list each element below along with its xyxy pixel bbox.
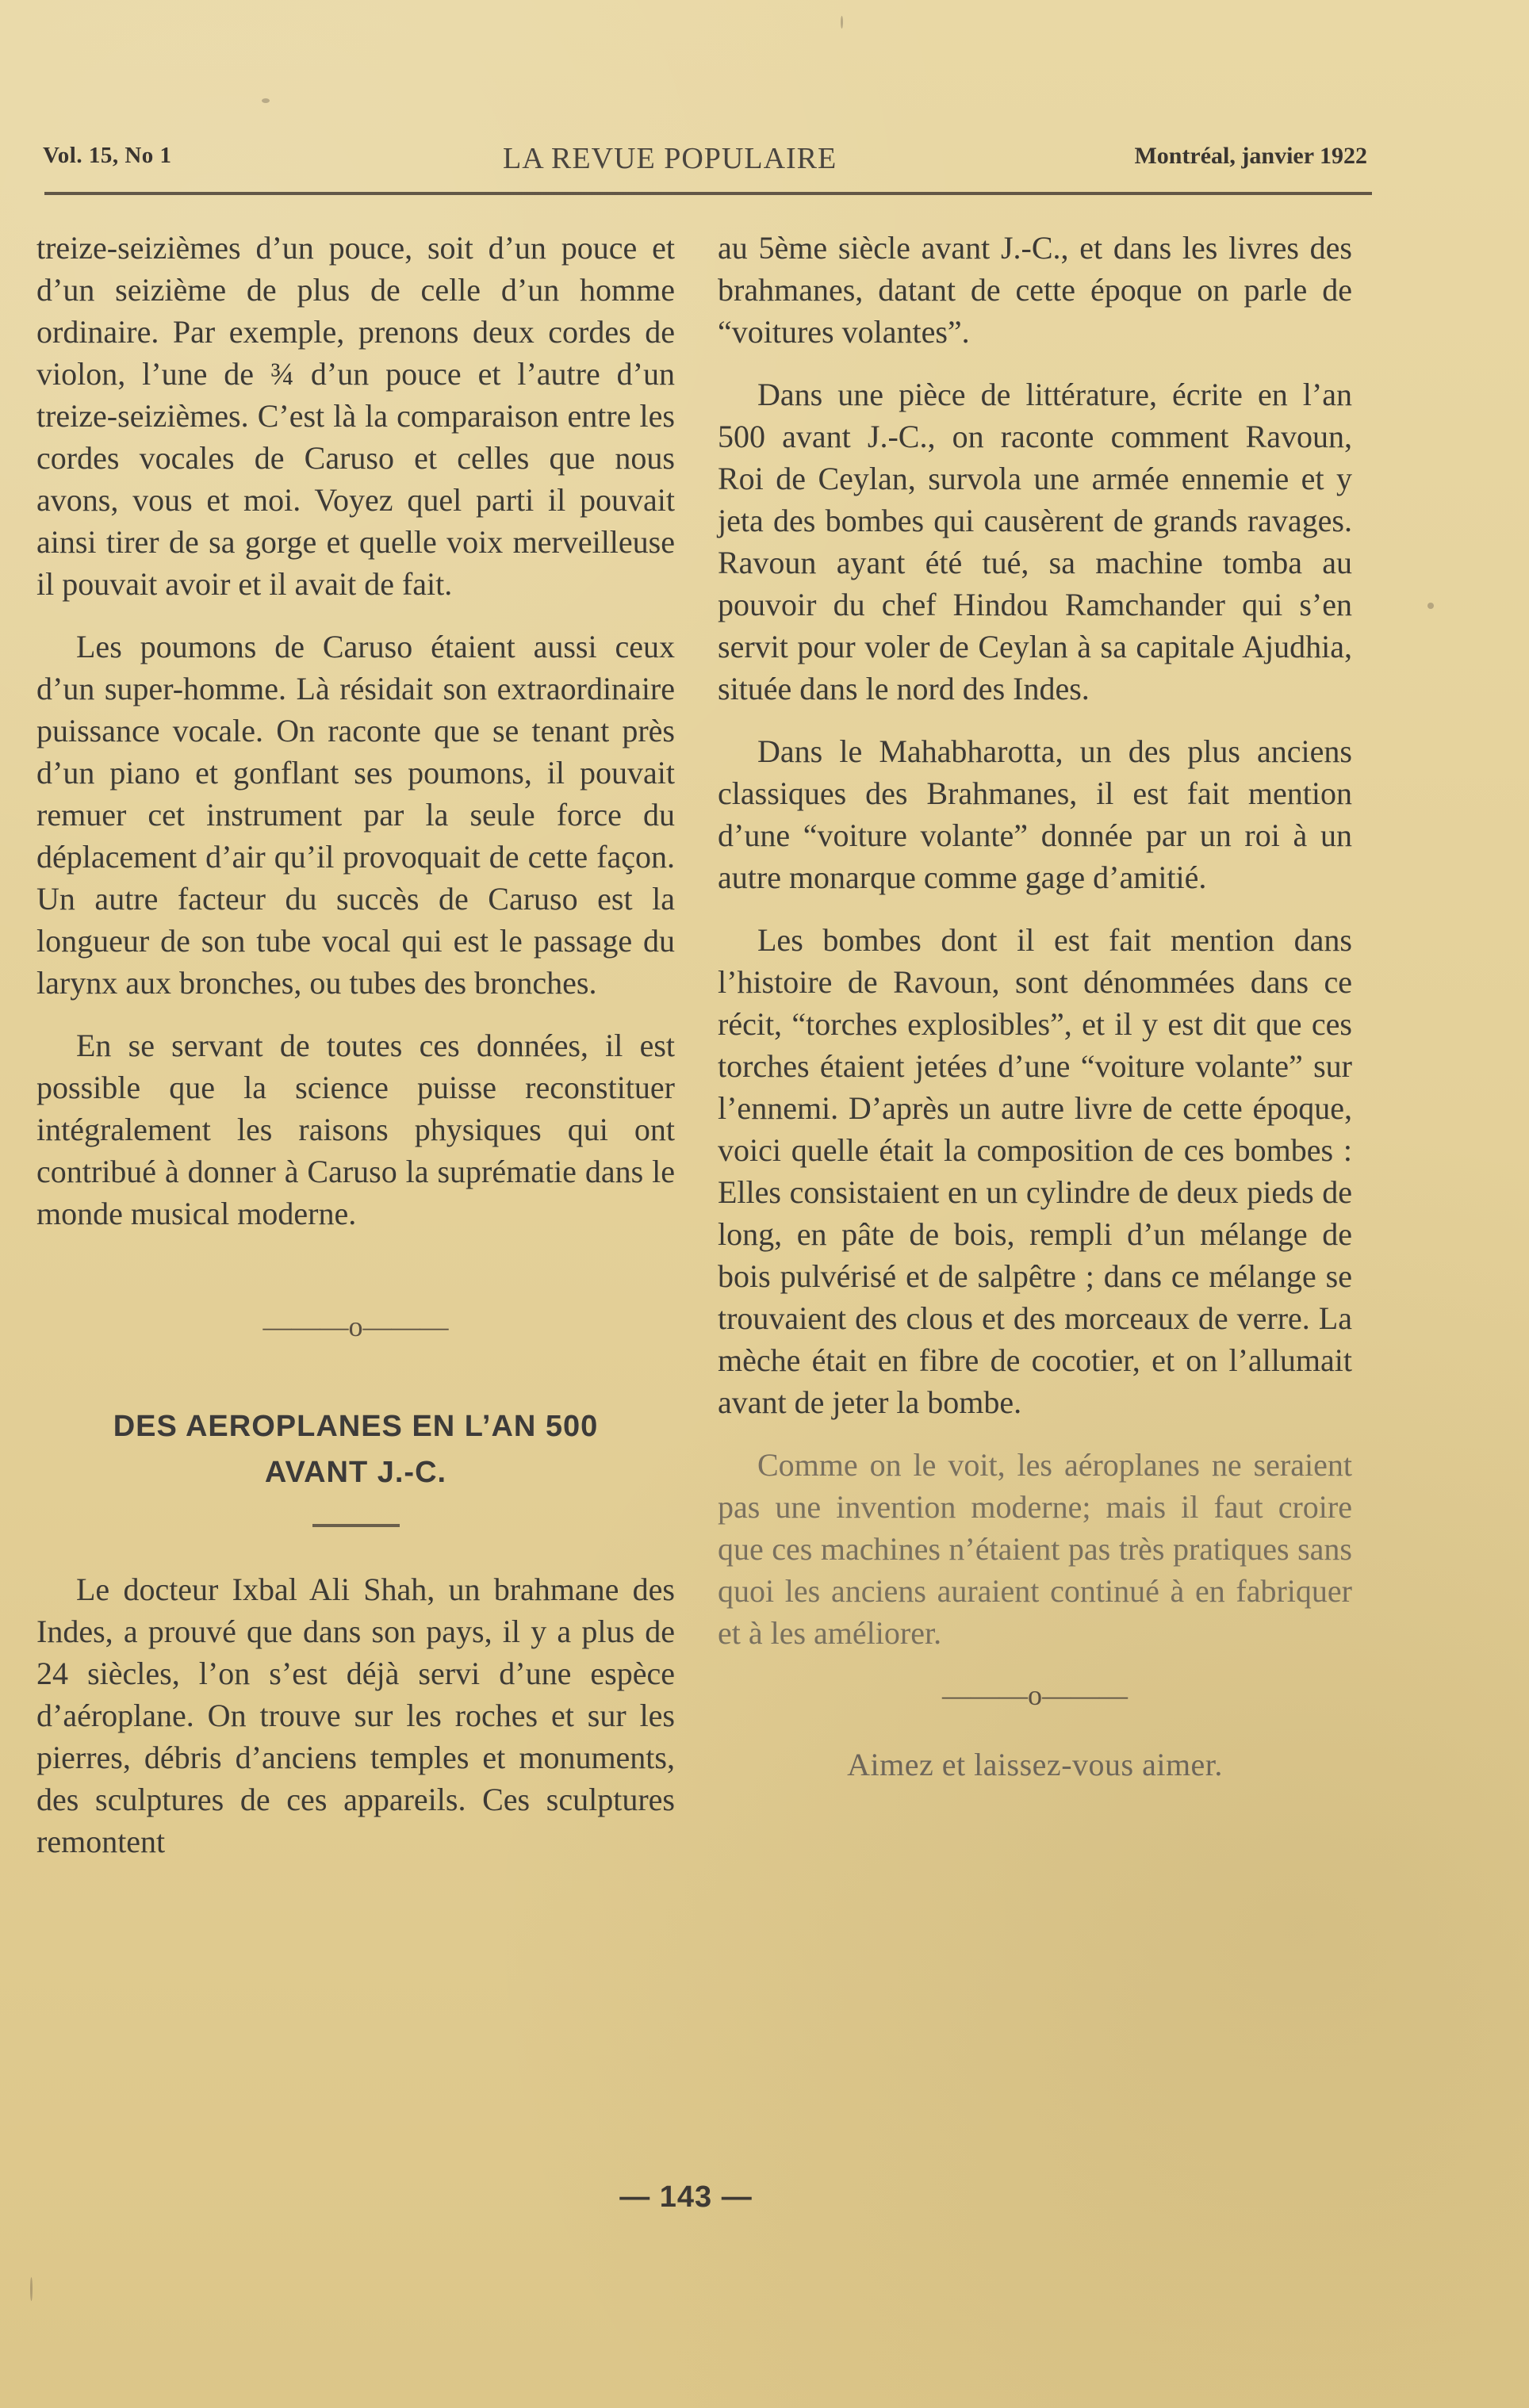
- right-paragraph-2: Dans une pièce de littérature, écrite en l’an 500 avant J.-C., on raconte comment Ravoun, Roi de Ceylan, survola une armée ennemie et y jeta des bombes qui causèrent de grands ravages. Ravoun ayant été tué, sa machine tomba au pouvoir du chef Hindou Ramchander qui s’en servit pour voler de Ceylan à sa capitale Ajudhia, située dans le nord des Indes.: [718, 377, 1352, 706]
- page-header: [43, 133, 1367, 197]
- article-title-line-2: AVANT J.-C.: [264, 1456, 447, 1489]
- header-rule: [44, 192, 1372, 195]
- issue-volume: Vol. 15, No 1: [43, 143, 172, 168]
- right-paragraph-3: Dans le Mahabharotta, un des plus anciens classiques des Brahmanes, il est fait mention d’une “voiture volante” donnée par un roi à un autre monarque comme gage d’amitié.: [718, 733, 1352, 895]
- left-column: [36, 227, 675, 1883]
- paper-speck: [841, 16, 843, 29]
- title-underline: [312, 1524, 400, 1527]
- page-number: — 143 —: [619, 2180, 753, 2214]
- issue-date: Montréal, janvier 1922: [1134, 143, 1367, 169]
- right-paragraph-4: Les bombes dont il est fait mention dans l’histoire de Ravoun, sont dénommées dans ce récit, “torches explosibles”, et il y est dit que ces torches étaient jetées d’une “voiture volante” sur l’ennemi. D’après un autre livre de cette époque, voici quelle était la composition de ces bombes : Elles consistaient en un cylindre de deux pieds de long, en pâte de bois, rempli d’un mélange de bois pulvérisé et de salpêtre ; dans ce mélange se trouvaient des clous et des morceaux de verre. La mèche était en fibre de cocotier, et on l’allumait avant de jeter la bombe.: [718, 922, 1352, 1420]
- right-paragraph-5: Comme on le voit, les aéroplanes ne seraient pas une invention moderne; mais il faut croire que ces machines n’étaient pas très pratiques sans quoi les anciens auraient continué à en fabriquer et à les améliorer.: [718, 1447, 1352, 1651]
- left-paragraph-3: En se servant de toutes ces données, il est possible que la science puisse reconstituer intégralement les raisons physiques qui ont contribué à donner à Caruso la suprématie dans le monde musical moderne.: [36, 1028, 675, 1231]
- paper-speck: [1427, 603, 1434, 609]
- article-title-line-1: DES AEROPLANES EN L’AN 500: [113, 1410, 599, 1443]
- article-title: [36, 1403, 675, 1495]
- left-paragraph-1: treize-seizièmes d’un pouce, soit d’un pouce et d’un seizième de plus de celle d’un homme ordinaire. Par exemple, prenons deux cordes de violon, l’une de ¾ d’un pouce et l’autre d’un treize-seizièmes. C’est là la comparaison entre les cordes vocales de Caruso et celles que nous avons, vous et moi. Voyez quel parti il pouvait ainsi tirer de sa gorge et quelle voix merveilleuse il pouvait avoir et il avait de fait.: [36, 230, 675, 602]
- paper-speck: [262, 98, 270, 103]
- left-paragraph-2: Les poumons de Caruso étaient aussi ceux d’un super-homme. Là résidait son extraordinaire puissance vocale. On raconte que se tenant près d’un piano et gonflant ses poumons, il pouvait remuer cet instrument par la seule force du déplacement d’air qu’il provoquait de cette façon. Un autre facteur du succès de Caruso est la longueur de son tube vocal qui est le passage du larynx aux bronches, ou tubes des bronches.: [36, 629, 675, 1001]
- article-paragraph-1: Le docteur Ixbal Ali Shah, un brahmane des Indes, a prouvé que dans son pays, il y a plus de 24 siècles, l’on s’est déjà servi d’une espèce d’aéroplane. On trouve sur les roches et sur les pierres, débris d’anciens temples et monuments, des sculptures de ces appareils. Ces sculptures remontent: [36, 1572, 675, 1859]
- paper-speck: [30, 2277, 33, 2301]
- closing-motto: Aimez et laissez-vous aimer.: [847, 1747, 1223, 1782]
- publication-title: LA REVUE POPULAIRE: [503, 142, 837, 175]
- left-separator: ———o———: [262, 1311, 449, 1342]
- right-paragraph-1: au 5ème siècle avant J.-C., et dans les livres des brahmanes, datant de cette époque on parle de “voitures volantes”.: [718, 230, 1352, 350]
- right-column: [718, 227, 1352, 1786]
- right-separator: ———o———: [942, 1679, 1128, 1711]
